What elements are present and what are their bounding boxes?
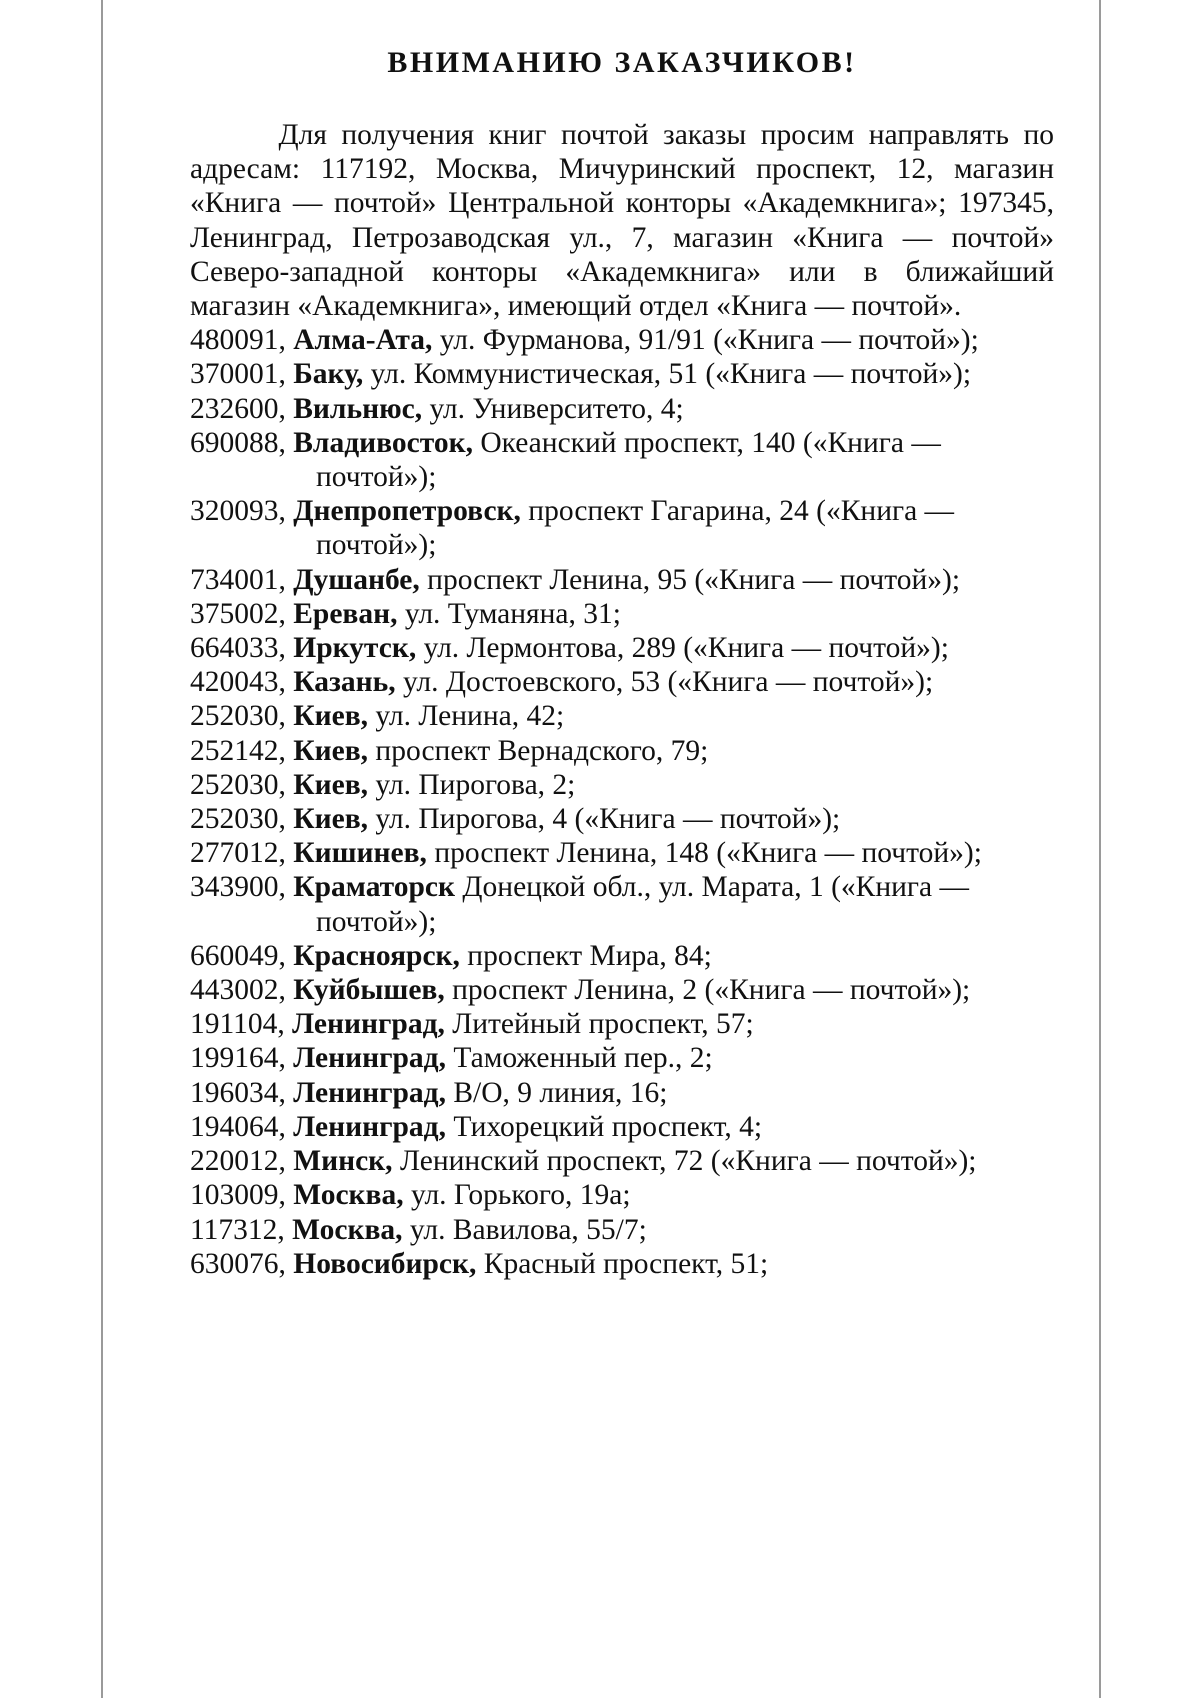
address-entry [190, 1076, 1054, 1110]
street-address: Донецкой обл., ул. Марата, 1 («Книга — почтой»); [316, 871, 970, 938]
postal-code: 375002, [190, 597, 286, 630]
postal-code: 252142, [190, 734, 286, 767]
city-name: Баку, [293, 358, 364, 391]
city-name: Киев, [293, 803, 369, 836]
city-name: Иркутск, [293, 632, 417, 665]
city-name: Ленинград, [293, 1042, 446, 1075]
address-entry [190, 802, 1054, 836]
address-entry [190, 597, 1054, 631]
address-entry [190, 1007, 1054, 1041]
postal-code: 664033, [190, 632, 286, 665]
address-list [190, 323, 1054, 1281]
city-name: Вильнюс, [293, 392, 423, 425]
city-name: Казань, [293, 666, 396, 699]
document-body [190, 48, 1054, 1281]
address-entry [190, 323, 1054, 357]
address-entry [190, 665, 1054, 699]
city-name: Краматорск [293, 871, 456, 904]
street-address: Таможенный пер., 2; [453, 1042, 713, 1075]
city-name: Ленинград, [293, 1110, 446, 1143]
address-entry [190, 1110, 1054, 1144]
street-address: Тихорецкий проспект, 4; [453, 1110, 763, 1143]
city-name: Алма-Ата, [293, 324, 433, 357]
city-name: Киев, [293, 734, 369, 767]
city-name: Новосибирск, [293, 1247, 477, 1280]
street-address: ул. Горького, 19а; [410, 1179, 631, 1212]
street-address: ул. Университето, 4; [429, 392, 684, 425]
postal-code: 117312, [190, 1213, 285, 1246]
street-address: проспект Ленина, 95 («Книга — почтой»); [427, 563, 961, 596]
address-entry [190, 426, 1054, 494]
street-address: ул. Пирогова, 4 («Книга — почтой»); [375, 803, 841, 836]
page-title: ВНИМАНИЮ ЗАКАЗЧИКОВ! [387, 46, 857, 79]
postal-code: 690088, [190, 426, 286, 459]
postal-code: 252030, [190, 768, 286, 801]
street-address: ул. Лермонтова, 289 («Книга — почтой»); [423, 632, 949, 665]
city-name: Минск, [293, 1145, 393, 1178]
street-address: проспект Мира, 84; [467, 939, 712, 972]
intro-paragraph: Для получения книг почтой заказы просим направлять по адресам: 117192, Москва, Мичуринский проспект, 12, магазин «Книга — почтой» Центральной конторы «Академкнига»; 197345, Ленинград, Петрозаводская ул., 7, магазин «Книга — почтой» Северо-западной конторы «Академкнига» или в ближайший магазин «Академкнига», имеющий отдел «Книга — почтой». [190, 119, 1054, 323]
city-name: Ленинград, [292, 1008, 445, 1041]
city-name: Киев, [293, 700, 369, 733]
address-entry [190, 357, 1054, 391]
city-name: Киев, [293, 768, 369, 801]
address-entry [190, 699, 1054, 733]
postal-code: 420043, [190, 666, 286, 699]
right-margin-line [1099, 0, 1101, 1698]
city-name: Кишинев, [293, 837, 427, 870]
city-name: Ленинград, [293, 1076, 446, 1109]
address-entry [190, 494, 1054, 562]
address-entry [190, 1144, 1054, 1178]
street-address: ул. Фурманова, 91/91 («Книга — почтой»); [439, 324, 979, 357]
postal-code: 343900, [190, 871, 286, 904]
postal-code: 660049, [190, 939, 286, 972]
address-entry [190, 1247, 1054, 1281]
city-name: Душанбе, [293, 563, 420, 596]
street-address: Ленинский проспект, 72 («Книга — почтой»); [399, 1145, 977, 1178]
postal-code: 630076, [190, 1247, 286, 1280]
postal-code: 734001, [190, 563, 286, 596]
city-name: Владивосток, [293, 426, 473, 459]
address-entry [190, 734, 1054, 768]
postal-code: 480091, [190, 324, 286, 357]
street-address: В/О, 9 линия, 16; [453, 1076, 668, 1109]
postal-code: 191104, [190, 1008, 285, 1041]
city-name: Ереван, [293, 597, 398, 630]
postal-code: 370001, [190, 358, 286, 391]
street-address: ул. Ленина, 42; [375, 700, 565, 733]
city-name: Москва, [292, 1213, 403, 1246]
address-entry [190, 768, 1054, 802]
street-address: Литейный проспект, 57; [452, 1008, 754, 1041]
street-address: Океанский проспект, 140 («Книга — почтой»); [316, 426, 941, 494]
postal-code: 277012, [190, 837, 286, 870]
address-entry [190, 563, 1054, 597]
street-address: проспект Вернадского, 79; [375, 734, 709, 767]
street-address: проспект Гагарина, 24 («Книга — почтой»); [316, 495, 955, 562]
street-address: проспект Ленина, 148 («Книга — почтой»); [434, 837, 982, 870]
address-entry [190, 392, 1054, 426]
address-entry [190, 870, 1054, 938]
city-name: Куйбышев, [293, 974, 445, 1007]
postal-code: 252030, [190, 700, 286, 733]
address-entry [190, 836, 1054, 870]
street-address: ул. Пирогова, 2; [375, 768, 576, 801]
street-address: ул. Вавилова, 55/7; [409, 1213, 647, 1246]
street-address: ул. Коммунистическая, 51 («Книга — почтой»); [370, 358, 972, 391]
postal-code: 199164, [190, 1042, 286, 1075]
left-margin-line [101, 0, 103, 1698]
address-entry [190, 1213, 1054, 1247]
postal-code: 220012, [190, 1145, 286, 1178]
city-name: Москва, [293, 1179, 404, 1212]
street-address: проспект Ленина, 2 («Книга — почтой»); [452, 974, 971, 1007]
postal-code: 196034, [190, 1076, 286, 1109]
address-entry [190, 631, 1054, 665]
address-entry [190, 1178, 1054, 1212]
address-entry [190, 1041, 1054, 1075]
postal-code: 194064, [190, 1110, 286, 1143]
street-address: ул. Туманяна, 31; [404, 597, 621, 630]
city-name: Красноярск, [293, 939, 460, 972]
address-entry [190, 939, 1054, 973]
postal-code: 103009, [190, 1179, 286, 1212]
street-address: Красный проспект, 51; [483, 1247, 769, 1280]
postal-code: 443002, [190, 974, 286, 1007]
city-name: Днепропетровск, [293, 495, 521, 528]
street-address: ул. Достоевского, 53 («Книга — почтой»); [402, 666, 934, 699]
postal-code: 252030, [190, 803, 286, 836]
address-entry [190, 973, 1054, 1007]
postal-code: 320093, [190, 495, 286, 528]
postal-code: 232600, [190, 392, 286, 425]
